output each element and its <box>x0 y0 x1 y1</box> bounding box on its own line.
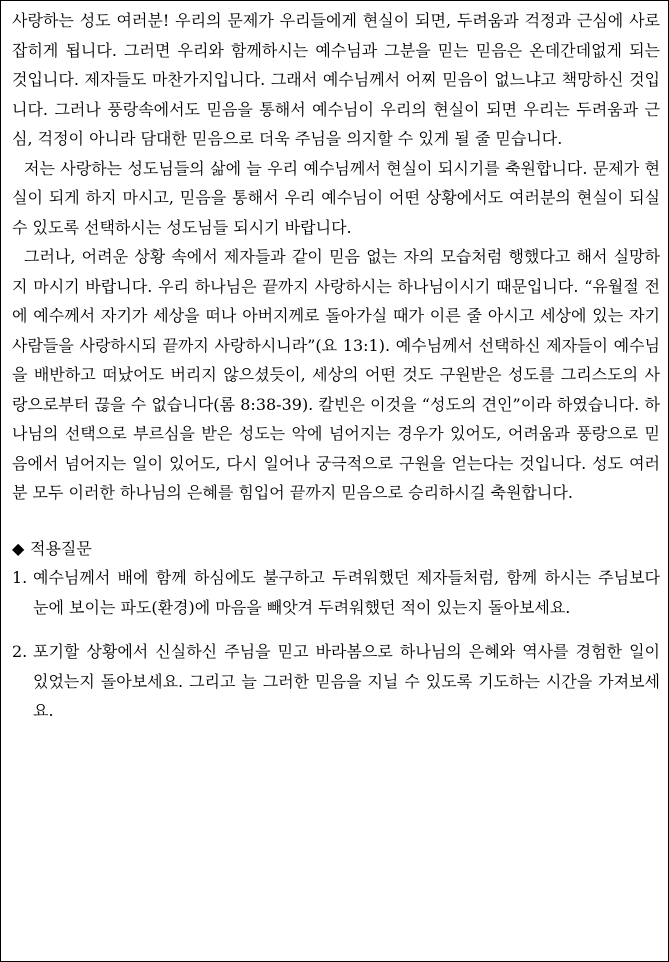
question-text-1: 예수님께서 배에 함께 하심에도 불구하고 두려워했던 제자들처럼, 함께 하시는 주님보다 눈에 보이는 파도(환경)에 마음을 빼앗겨 두려워했던 적이 있는지 돌아보세요. <box>33 568 660 617</box>
section-gap <box>12 508 660 534</box>
question-item-1 <box>12 563 660 622</box>
application-heading <box>12 534 660 564</box>
diamond-bullet-icon: ◆ <box>12 538 25 558</box>
question-number-1: 1. <box>12 568 28 587</box>
paragraph-2: 저는 사랑하는 성도님들의 삶에 늘 우리 예수님께서 현실이 되시기를 축원합니다. 문제가 현실이 되게 하지 마시고, 믿음을 통해서 우리 예수님이 어떤 상황에서도 여러분의 현실이 되실 수 있도록 선택하시는 성도님들 되시기 바랍니다. <box>12 158 660 237</box>
paragraph-3: 그러나, 어려운 상황 속에서 제자들과 같이 믿음 없는 자의 모습처럼 행했다고 해서 실망하지 마시기 바랍니다. 우리 하나님은 끝까지 사랑하시는 하나님이시기 때문입니다. “유월절 전에 예수께서 자기가 세상을 떠나 아버지께로 돌아가실 때가 이른 줄 아시고 세상에 있는 자기 사람들을 사랑하시되 끝까지 사랑하시니라”(요 13:1). 예수님께서 선택하신 제자들이 예수님을 배반하고 떠났어도 버리지 않으셨듯이, 세상의 어떤 것도 구원받은 성도를 그리스도의 사랑으로부터 끊을 수 없습니다(롬 8:38-39). 칼빈은 이것을 “성도의 견인”이라 하였습니다. 하나님의 선택으로 부르심을 받은 성도는 악에 넘어지는 경우가 있어도, 어려움과 풍랑으로 믿음에서 넘어지는 일이 있어도, 다시 일어나 궁극적으로 구원을 얻는다는 것입니다. 성도 여러분 모두 이러한 하나님의 은혜를 힘입어 끝까지 믿음으로 승리하시길 축원합니다. <box>12 247 660 502</box>
application-heading-text: 적용질문 <box>30 538 92 558</box>
question-number-2: 2. <box>12 642 28 661</box>
application-question-list <box>12 563 660 726</box>
question-item-2 <box>12 637 660 726</box>
paragraph-1: 사랑하는 성도 여러분! 우리의 문제가 우리들에게 현실이 되면, 두려움과 걱정과 근심에 사로잡히게 됩니다. 그러면 우리와 함께하시는 예수님과 그분을 믿는 믿음은 온데간데없게 되는 것입니다. 제자들도 마찬가지입니다. 그래서 예수님께서 어찌 믿음이 없느냐고 책망하신 것입니다. 그러나 풍랑속에서도 믿음을 통해서 예수님이 우리의 현실이 되면 우리는 두려움과 근심, 걱정이 아니라 담대한 믿음으로 더욱 주님을 의지할 수 있게 될 줄 믿습니다. <box>12 11 660 148</box>
question-text-2: 포기할 상황에서 신실하신 주님을 믿고 바라봄으로 하나님의 은혜와 역사를 경험한 일이 있었는지 돌아보세요. 그리고 늘 그러한 믿음을 지닐 수 있도록 기도하는 시간을 가져보세요. <box>33 642 660 720</box>
